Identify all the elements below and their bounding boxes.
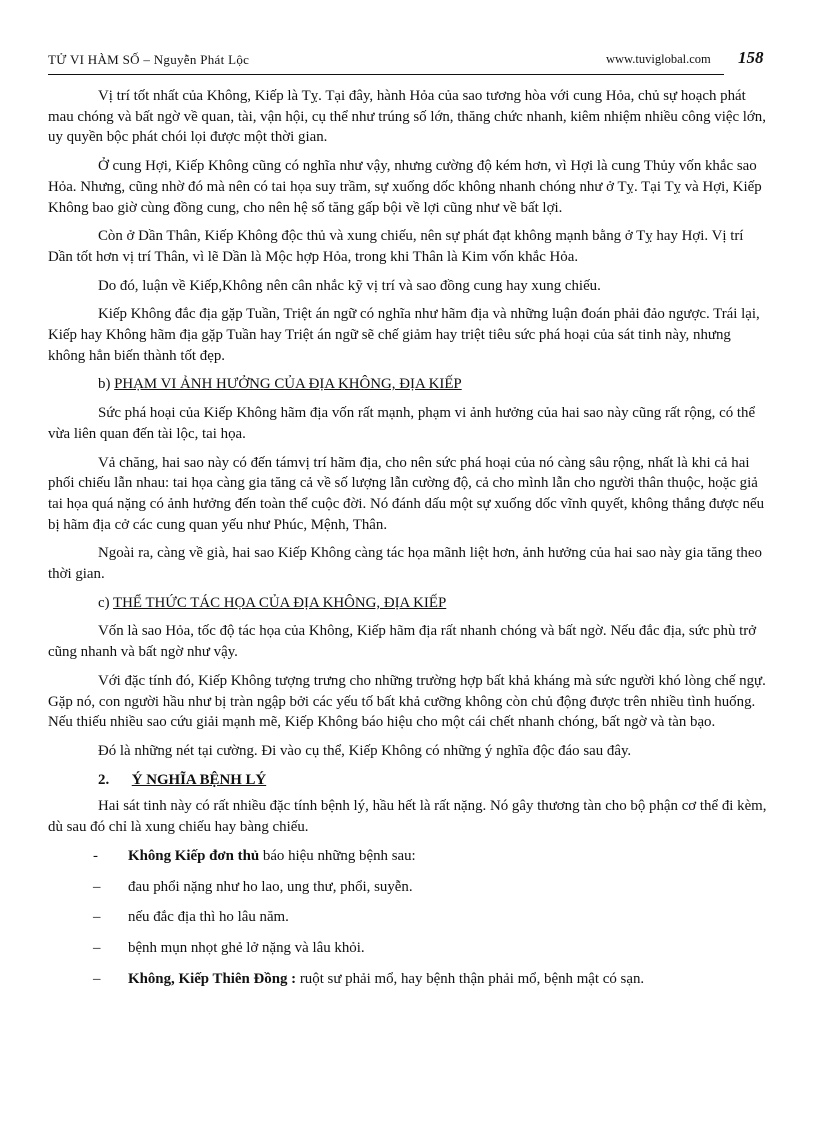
list-dash: – [93,878,101,895]
list-item-text: bệnh mụn nhọt ghẻ lở nặng và lâu khỏi. [128,939,365,956]
list-item [48,877,768,898]
running-title: TỬ VI HÀM SỐ – Nguyễn Phát Lộc [48,52,250,67]
paragraph: Ngoài ra, càng về già, hai sao Kiếp Không càng tác họa mãnh liệt hơn, ảnh hưởng của hai sao này gia tăng theo thời gian. [48,545,762,583]
list-item-text: nếu đắc địa thì ho lâu năm. [128,909,289,926]
page-body [48,86,768,999]
paragraph: Còn ở Dần Thân, Kiếp Không độc thủ và xung chiếu, nên sự phát đạt không mạnh bằng ở Tỵ hay Hợi. Vị trí Dần tốt hơn vị trí Thân, vì lẽ Dần là Mộc hợp Hỏa, trong khi Thân là Kim vốn khắc Hỏa. [48,228,744,265]
list-dash: - [93,847,98,864]
paragraph: Đó là những nét tại cường. Đi vào cụ thể, Kiếp Không có những ý nghĩa độc đáo sau đây. [98,742,632,759]
subheading-b [48,374,768,395]
list-item-text: ruột sư phải mổ, hay bệnh thận phải mổ, bệnh mật có sạn. [296,970,645,987]
list-item-bold: Không Kiếp đơn thủ [128,847,260,864]
list-item [48,969,768,990]
paragraph: Sức phá hoại của Kiếp Không hãm địa vốn rất mạnh, phạm vi ảnh hưởng của hai sao này cũng rất rộng, có thể vừa liên quan đến tài lộc, tai họa. [48,405,756,442]
paragraph: Kiếp Không đắc địa gặp Tuần, Triệt án ngữ có nghĩa như hãm địa và những luận đoán phải đảo ngược. Trái lại, Kiếp hay Không hãm địa gặp Tuần hay Triệt án ngữ sẽ chế giảm hay triệt tiêu sức phá hoại của sát tinh này, nhưng không hẳn biến thành tốt đẹp. [48,306,760,364]
subheading-title: THỂ THỨC TÁC HỌA CỦA ĐỊA KHÔNG, ĐỊA KIẾP [113,594,447,611]
page-header [48,50,768,76]
section-number: 2. [98,771,110,788]
list-item [48,907,768,928]
subheading-prefix: c) [98,594,110,611]
list-item [48,938,768,959]
subheading-title: PHẠM VI ẢNH HƯỞNG CỦA ĐỊA KHÔNG, ĐỊA KIẾP [114,376,462,393]
list-item [48,846,768,867]
list-dash: – [93,939,101,956]
list-dash: – [93,909,101,926]
list-item-text: báo hiệu những bệnh sau: [259,847,416,864]
list-item-bold: Không, Kiếp Thiên Đồng : [128,970,297,987]
paragraph: Do đó, luận về Kiếp,Không nên cân nhắc kỹ vị trí và sao đồng cung hay xung chiếu. [98,277,601,294]
paragraph: Vả chăng, hai sao này có đến támvị trí hãm địa, cho nên sức phá hoại của nó càng sâu rộng, nhất là khi cả hai phối chiếu lẫn nhau: tai họa càng gia tăng cả về số lượng lẫn cường độ, cả cho mình lẫn cho người thân thuộc, hoặc giả tai họa quá nặng có ảnh hưởng đến toàn thể cuộc đời. Nó đánh dấu một sự xuống dốc vĩnh quyết, không thắng được nếu bị hãm địa cở các cung quan yếu như Phúc, Mệnh, Thân. [48,454,765,533]
subheading-prefix: b) [98,376,111,393]
header-rule [48,74,724,75]
section-heading [48,770,768,791]
paragraph: Vốn là sao Hỏa, tốc độ tác họa của Không, Kiếp hãm địa rất nhanh chóng và bất ngờ. Nếu đắc địa, sức phù trở cũng nhanh và bất ngờ như vậy. [48,623,757,661]
paragraph: Với đặc tính đó, Kiếp Không tượng trưng cho những trường hợp bất khả kháng mà sức người khó lòng chế ngự. Gặp nó, con người hầu như bị tràn ngập bởi các yếu tố bất khả cưỡng không còn chủ động được trên nhiều tình huống. Nếu thiếu nhiều sao cứu giải mạnh mẽ, Kiếp Không báo hiệu cho một cái chết nhanh chóng, bất ngờ và tàn bạo. [48,672,766,731]
paragraph: Hai sát tinh này có rất nhiều đặc tính bệnh lý, hầu hết là rất nặng. Nó gây thương tàn cho bộ phận cơ thể đi kèm, dù sau đó chỉ là xung chiếu hay bàng chiếu. [48,798,767,836]
section-title: Ý NGHĨA BỆNH LÝ [131,771,267,788]
subheading-c [48,593,768,614]
paragraph: Vị trí tốt nhất của Không, Kiếp là Tỵ. Tại đây, hành Hỏa của sao tương hòa với cung Hỏa, chủ sự hoạch phát mau chóng và bất ngờ về quan, tài, vận hội, cụ thể như trúng số lớn, thăng chức nhanh, kiêm nhiệm nhiều công việc lớn, uy quyền bộc phát chói lọi được một thời gian. [48,88,766,146]
website-url[interactable]: www.tuviglobal.com [606,52,711,66]
paragraph: Ở cung Hợi, Kiếp Không cũng có nghĩa như vậy, nhưng cường độ kém hơn, vì Hợi là cung Thủy vốn khắc sao Hỏa. Nhưng, cũng nhờ đó mà nên có tai họa suy trầm, sự xuống dốc không nhanh chóng như ở Tỵ. Tại Tỵ và Hợi, Kiếp Không bao giờ cùng đồng cung, cho nên hệ số tăng gấp bội về lợi cũng như về bất lợi. [48,158,762,216]
page-number: 158 [738,48,764,67]
list-dash: – [93,970,101,987]
list-item-text: đau phổi nặng như ho lao, ung thư, phổi, suyễn. [128,878,413,895]
